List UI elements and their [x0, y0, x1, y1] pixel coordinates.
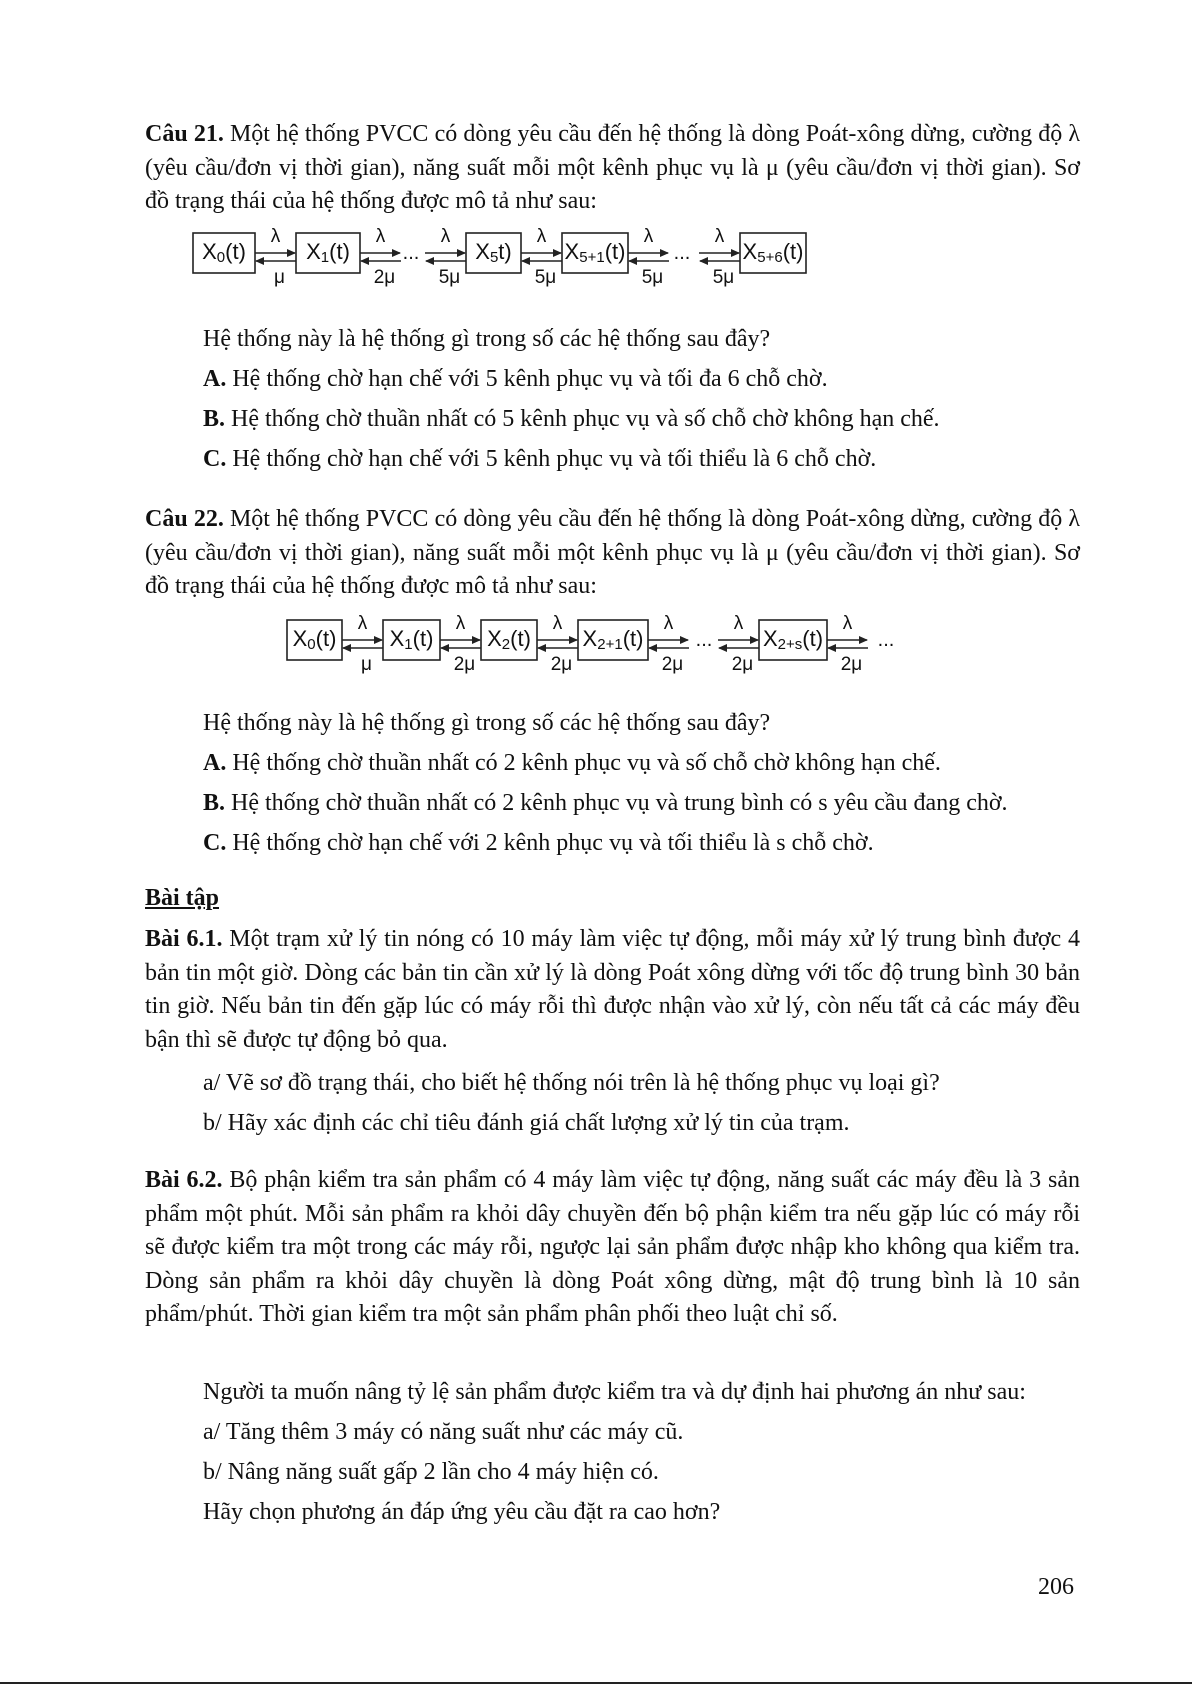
service-rate-label: 5μ	[641, 267, 664, 288]
arrowhead-right-icon	[731, 249, 740, 257]
b61-paragraph	[145, 923, 1080, 1057]
arrowhead-right-icon	[553, 249, 562, 257]
state-label: $X_{2+s}(t)$	[762, 625, 824, 653]
arrowhead-left-icon	[521, 257, 530, 265]
arrowhead-left-icon	[827, 644, 836, 652]
arrival-rate-label: λ	[357, 615, 368, 634]
service-rate-label: μ	[361, 654, 372, 675]
ellipsis-label: ...	[695, 629, 713, 651]
arrival-rate-label: λ	[663, 615, 674, 634]
q22-option-b	[203, 787, 1008, 820]
q21-body: Một hệ thống PVCC có dòng yêu cầu đến hệ thống là dòng Poát-xông dừng, cường độ λ (yêu cầu/đơn vị thời gian), năng suất mỗi một kênh phục vụ là μ (yêu cầu/đơn vị thời gian). Sơ đồ trạng thái của hệ thống được mô tả như sau:	[145, 121, 1080, 214]
q21-lead: Câu 21.	[145, 121, 224, 147]
arrowhead-left-icon	[425, 257, 434, 265]
option-text: Hệ thống chờ thuần nhất có 2 kênh phục vụ và số chỗ chờ không hạn chế.	[226, 750, 941, 776]
option-text: Hệ thống chờ thuần nhất có 5 kênh phục vụ và số chỗ chờ không hạn chế.	[225, 406, 940, 432]
exercises-heading: Bài tập	[145, 885, 220, 911]
state-label: $X_0(t)$	[292, 625, 337, 653]
option-label: B.	[203, 790, 226, 816]
ellipsis-label: ...	[673, 242, 691, 264]
b62-intro: Người ta muốn nâng tỷ lệ sản phẩm được kiểm tra và dự định hai phương án như sau:	[203, 1379, 1026, 1405]
arrowhead-left-icon	[537, 644, 546, 652]
arrowhead-right-icon	[750, 636, 759, 644]
q22-option-a	[203, 747, 941, 780]
arrival-rate-label: λ	[536, 228, 547, 247]
q22-question: Hệ thống này là hệ thống gì trong số các hệ thống sau đây?	[203, 710, 771, 736]
page-number: 206	[1038, 1574, 1074, 1600]
arrival-rate-label: λ	[842, 615, 853, 634]
bottom-divider	[0, 1682, 1192, 1684]
state-label: $X_1(t)$	[306, 238, 350, 266]
option-label: C.	[203, 830, 227, 856]
b62-question: Hãy chọn phương án đáp ứng yêu cầu đặt ra cao hơn?	[203, 1499, 721, 1525]
q21-option-b	[203, 403, 940, 436]
b62-lead: Bài 6.2.	[145, 1167, 223, 1193]
arrival-rate-label: λ	[455, 615, 466, 634]
arrowhead-left-icon	[360, 257, 369, 265]
service-rate-label: 5μ	[534, 267, 557, 288]
arrowhead-left-icon	[255, 257, 264, 265]
b61-part-b: b/ Hãy xác định các chỉ tiêu đánh giá chất lượng xử lý tin của trạm.	[203, 1110, 850, 1136]
state-label: $X_2(t)$	[487, 625, 531, 653]
option-text: Hệ thống chờ hạn chế với 5 kênh phục vụ và tối đa 6 chỗ chờ.	[226, 366, 828, 392]
q22-state-diagram	[0, 615, 1192, 695]
arrowhead-right-icon	[287, 249, 296, 257]
b62-part-a: a/ Tăng thêm 3 máy có năng suất như các máy cũ.	[203, 1419, 684, 1445]
q21-paragraph	[145, 118, 1080, 219]
b62-paragraph	[145, 1164, 1080, 1332]
option-label: B.	[203, 406, 226, 432]
arrowhead-right-icon	[472, 636, 481, 644]
q22-lead: Câu 22.	[145, 506, 224, 532]
q22-option-c	[203, 827, 874, 860]
arrowhead-right-icon	[569, 636, 578, 644]
arrival-rate-label: λ	[643, 228, 654, 247]
service-rate-label: 2μ	[453, 654, 476, 675]
arrowhead-right-icon	[374, 636, 383, 644]
service-rate-label: 2μ	[373, 267, 396, 288]
option-text: Hệ thống chờ thuần nhất có 2 kênh phục vụ và trung bình có s yêu cầu đang chờ.	[225, 790, 1008, 816]
option-label: A.	[203, 366, 227, 392]
state-label: $X_{5+1}(t)$	[564, 238, 626, 266]
arrival-rate-label: λ	[270, 228, 281, 247]
arrowhead-left-icon	[648, 644, 657, 652]
arrowhead-left-icon	[628, 257, 637, 265]
q21-option-c	[203, 443, 876, 476]
q22-paragraph	[145, 503, 1080, 604]
b62-part-b: b/ Nâng năng suất gấp 2 lần cho 4 máy hiện có.	[203, 1459, 659, 1485]
arrowhead-left-icon	[342, 644, 351, 652]
state-label: $X_5t$)	[475, 238, 512, 266]
service-rate-label: 2μ	[731, 654, 754, 675]
service-rate-label: 2μ	[661, 654, 684, 675]
q22-body: Một hệ thống PVCC có dòng yêu cầu đến hệ thống là dòng Poát-xông dừng, cường độ λ (yêu cầu/đơn vị thời gian), năng suất mỗi một kênh phục vụ là μ (yêu cầu/đơn vị thời gian). Sơ đồ trạng thái của hệ thống được mô tả như sau:	[145, 506, 1080, 599]
q21-state-diagram	[0, 228, 1192, 308]
arrowhead-right-icon	[859, 636, 868, 644]
arrowhead-left-icon	[718, 644, 727, 652]
arrowhead-right-icon	[392, 249, 401, 257]
b62-body: Bộ phận kiểm tra sản phẩm có 4 máy làm việc tự động, năng suất các máy đều là 3 sản phẩm một phút. Mỗi sản phẩm ra khỏi dây chuyền đến bộ phận kiểm tra nếu gặp lúc có máy rỗi sẽ được kiểm tra một trong các máy rỗi, ngược lại sản phẩm được nhập kho không qua kiểm tra. Dòng sản phẩm ra khỏi dây chuyền là dòng Poát xông dừng, mật độ trung bình là 10 sản phẩm/phút. Thời gian kiểm tra một sản phẩm phân phối theo luật chỉ số.	[145, 1167, 1081, 1327]
arrowhead-left-icon	[440, 644, 449, 652]
service-rate-label: 5μ	[712, 267, 735, 288]
b61-body: Một trạm xử lý tin nóng có 10 máy làm việc tự động, mỗi máy xử lý trung bình được 4 bản tin một giờ. Dòng các bản tin cần xử lý là dòng Poát xông dừng với tốc độ trung bình 30 bản tin giờ. Nếu bản tin đến gặp lúc có máy rỗi thì được nhận vào xử lý, còn nếu tất cả các máy đều bận thì sẽ được tự động bỏ qua.	[145, 926, 1080, 1053]
option-text: Hệ thống chờ hạn chế với 5 kênh phục vụ và tối thiểu là 6 chỗ chờ.	[226, 446, 877, 472]
service-rate-label: 2μ	[550, 654, 573, 675]
service-rate-label: 5μ	[438, 267, 461, 288]
service-rate-label: μ	[274, 267, 285, 288]
arrival-rate-label: λ	[375, 228, 386, 247]
state-label: $X_{5+6}(t)$	[742, 238, 804, 266]
option-text: Hệ thống chờ hạn chế với 2 kênh phục vụ và tối thiểu là s chỗ chờ.	[226, 830, 874, 856]
arrival-rate-label: λ	[552, 615, 563, 634]
arrival-rate-label: λ	[440, 228, 451, 247]
arrowhead-left-icon	[699, 257, 708, 265]
arrowhead-right-icon	[680, 636, 689, 644]
q21-question: Hệ thống này là hệ thống gì trong số các hệ thống sau đây?	[203, 326, 771, 352]
state-label: $X_1(t)$	[389, 625, 434, 653]
ellipsis-label: ...	[877, 629, 895, 651]
b61-lead: Bài 6.1.	[145, 926, 223, 952]
option-label: A.	[203, 750, 227, 776]
arrowhead-right-icon	[660, 249, 669, 257]
option-label: C.	[203, 446, 227, 472]
q21-option-a	[203, 363, 828, 396]
ellipsis-label: ...	[402, 242, 420, 264]
state-label: $X_{2+1}(t)$	[582, 625, 644, 653]
b61-part-a: a/ Vẽ sơ đồ trạng thái, cho biết hệ thống nói trên là hệ thống phục vụ loại gì?	[203, 1070, 940, 1096]
arrival-rate-label: λ	[714, 228, 725, 247]
service-rate-label: 2μ	[840, 654, 863, 675]
state-label: $X_0(t)$	[202, 238, 246, 266]
arrowhead-right-icon	[457, 249, 466, 257]
arrival-rate-label: λ	[733, 615, 744, 634]
